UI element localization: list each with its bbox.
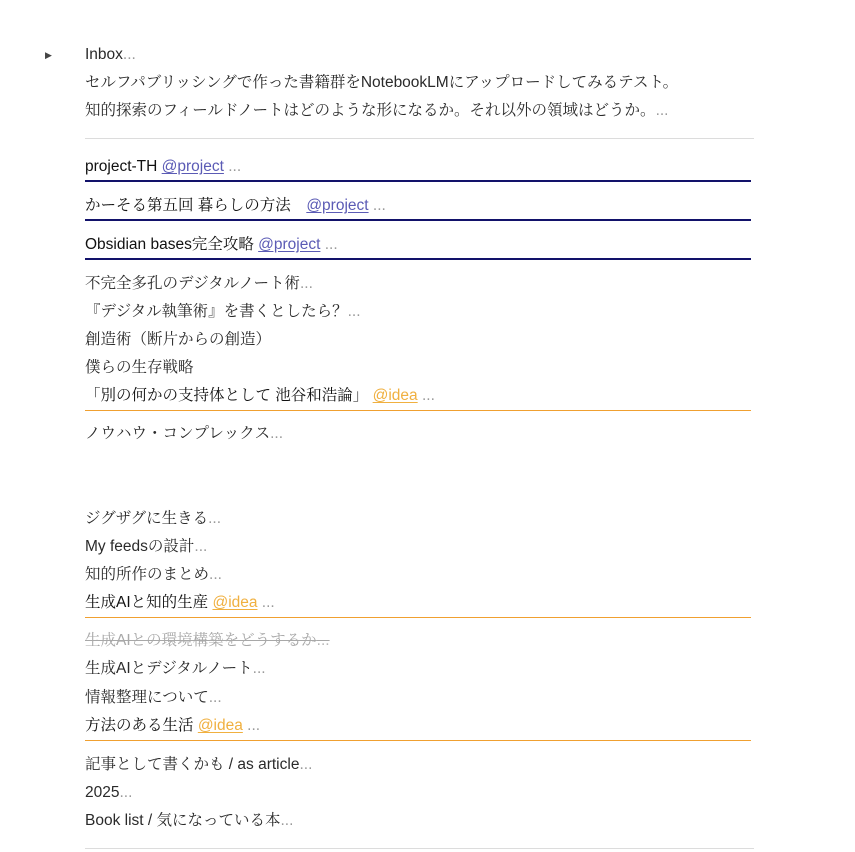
outline-item[interactable] xyxy=(85,97,751,125)
item-text: 生成AIと知的生産 xyxy=(85,594,213,611)
outline-item[interactable] xyxy=(85,779,751,807)
item-text: 『デジタル執筆術』を書くとしたら？ xyxy=(85,303,348,320)
outline-item[interactable] xyxy=(85,684,751,712)
item-text: 記事として書くかも / as article xyxy=(85,756,300,773)
idea-tag-link[interactable]: @idea xyxy=(197,717,243,734)
outline-item[interactable] xyxy=(85,354,751,382)
ellipsis: ... xyxy=(299,756,313,773)
ellipsis: ... xyxy=(257,594,275,611)
outline-item[interactable] xyxy=(85,533,751,561)
idea-tag-link[interactable]: @idea xyxy=(212,594,258,611)
item-text: 方法のある生活 xyxy=(85,717,198,734)
item-text: 僕らの生存戦略 xyxy=(85,359,194,376)
item-text: 知的所作のまとめ xyxy=(85,566,210,583)
item-text: 情報整理について xyxy=(85,689,209,706)
item-text: 生成AIとデジタルノート xyxy=(85,660,253,677)
outline-item[interactable] xyxy=(85,270,751,298)
item-text: 「別の何かの支持体として 池谷和浩論」 xyxy=(85,387,373,404)
item-text: Obsidian bases完全攻略 xyxy=(85,236,259,253)
outline-item-idea[interactable] xyxy=(85,382,751,410)
outline-item-project[interactable] xyxy=(85,192,751,220)
outline-item[interactable] xyxy=(85,751,751,779)
outline-item[interactable] xyxy=(85,561,751,589)
ellipsis: ... xyxy=(368,197,386,214)
item-text: かーそる第五回 暮らしの方法 xyxy=(85,197,307,214)
project-tag-link[interactable]: @project xyxy=(306,197,369,214)
ellipsis: ... xyxy=(242,717,261,734)
project-tag-link[interactable]: @project xyxy=(161,158,224,175)
ellipsis: ... xyxy=(209,566,222,583)
outline-item[interactable] xyxy=(85,298,751,326)
item-text: project-TH xyxy=(85,158,162,175)
item-text: My feedsの設計 xyxy=(85,538,195,555)
outline-item[interactable] xyxy=(85,505,751,533)
ellipsis: ... xyxy=(316,632,330,649)
ellipsis: ... xyxy=(270,425,283,442)
outline-item-project[interactable] xyxy=(85,153,751,181)
item-text: 知的探索のフィールドノートはどのような形になるか。それ以外の領域はどうか。 xyxy=(85,102,656,119)
outline-item[interactable] xyxy=(85,655,751,683)
ellipsis: ... xyxy=(208,689,222,706)
item-text: セルフパブリッシングで作った書籍群をNotebookLMにアップロードしてみるテスト。 xyxy=(85,74,679,91)
outline-item-completed[interactable] xyxy=(85,627,751,655)
item-text: 創造術（断片からの創造） xyxy=(85,331,272,348)
ellipsis: ... xyxy=(252,660,266,677)
ellipsis: ... xyxy=(280,812,294,829)
item-text: 不完全多孔のデジタルノート術 xyxy=(85,275,300,292)
outline-item-idea[interactable] xyxy=(85,712,751,740)
ellipsis: ... xyxy=(300,275,313,292)
item-text: 2025 xyxy=(85,784,120,801)
ellipsis: ... xyxy=(194,538,208,555)
idea-tag-link[interactable]: @idea xyxy=(372,387,418,404)
project-tag-link[interactable]: @project xyxy=(258,236,321,253)
ellipsis: ... xyxy=(417,387,435,404)
ellipsis: ... xyxy=(655,102,669,119)
ellipsis: ... xyxy=(119,784,133,801)
item-text: Book list / 気になっている本 xyxy=(85,812,281,829)
item-text: ノウハウ・コンプレックス xyxy=(85,425,271,442)
ellipsis: ... xyxy=(320,236,338,253)
ellipsis: ... xyxy=(223,158,242,175)
item-text: 生成AIとの環境構築をどうするか xyxy=(85,632,317,649)
collapse-triangle-icon[interactable]: ▶ xyxy=(45,50,52,60)
outline-item-project[interactable] xyxy=(85,231,751,259)
outline-item[interactable] xyxy=(85,807,751,835)
outline-item-inbox[interactable] xyxy=(85,41,751,69)
item-text: Inbox xyxy=(85,46,123,63)
separator xyxy=(85,138,754,139)
outline-item[interactable] xyxy=(85,69,751,97)
ellipsis: ... xyxy=(208,510,221,527)
ellipsis: ... xyxy=(347,303,361,320)
outline-item[interactable] xyxy=(85,420,751,448)
outline-item-idea[interactable] xyxy=(85,589,751,617)
separator xyxy=(85,848,754,849)
ellipsis: ... xyxy=(122,46,136,63)
item-text: ジグザグに生きる xyxy=(85,510,209,527)
outline-item[interactable] xyxy=(85,326,751,354)
